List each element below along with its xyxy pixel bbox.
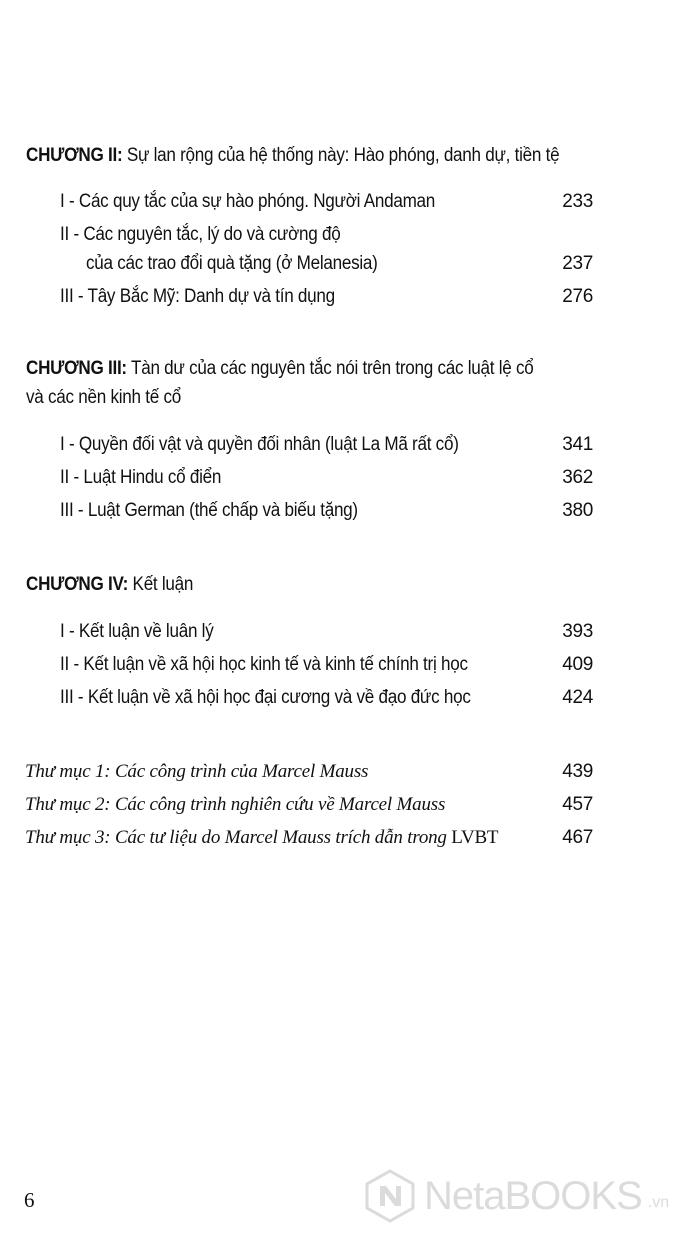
bibliography-abbrev: LVBT bbox=[451, 827, 499, 848]
bibliography-title: Thư mục 2: Các công trình nghiên cứu về Marcel Mauss bbox=[25, 794, 446, 815]
toc-entry-title-line2: của các trao đổi quà tặng (ở Melanesia) bbox=[86, 253, 378, 274]
chapter-3-title-line2: và các nền kinh tế cổ bbox=[26, 387, 181, 408]
chapter-3-heading-line2 bbox=[26, 384, 566, 412]
bibliography-page: 439 bbox=[562, 761, 593, 782]
toc-entry-page: 393 bbox=[562, 621, 593, 642]
toc-entry-title: I - Quyền đối vật và quyền đối nhân (luật La Mã rất cổ) bbox=[60, 434, 459, 455]
toc-entry-title: I - Các quy tắc của sự hào phóng. Người Andaman bbox=[60, 191, 436, 212]
toc-entry-title: III - Tây Bắc Mỹ: Danh dự và tín dụng bbox=[60, 286, 335, 307]
chapter-3-label: CHƯƠNG III: bbox=[26, 358, 127, 379]
chapter-4-title: Kết luận bbox=[128, 574, 194, 595]
chapter-2-label: CHƯƠNG II: bbox=[26, 145, 123, 166]
toc-entry[interactable] bbox=[60, 617, 593, 647]
toc-entry-page: 233 bbox=[562, 191, 593, 212]
chapter-3-title: Tàn dư của các nguyên tắc nói trên trong các luật lệ cổ bbox=[126, 358, 534, 379]
bibliography-title: Thư mục 1: Các công trình của Marcel Mauss bbox=[25, 761, 369, 782]
chapter-2-heading bbox=[26, 142, 566, 170]
bibliography-page: 467 bbox=[562, 827, 593, 848]
bibliography-entry[interactable] bbox=[25, 757, 593, 787]
toc-entry-page: 362 bbox=[562, 467, 593, 488]
toc-entry-title: III - Luật German (thế chấp và biếu tặng) bbox=[60, 500, 358, 521]
bibliography-title: Thư mục 3: Các tư liệu do Marcel Mauss trích dẫn trong bbox=[25, 827, 452, 848]
page-number: 6 bbox=[24, 1188, 35, 1212]
chapter-4-label: CHƯƠNG IV: bbox=[26, 574, 129, 595]
toc-entry-page: 380 bbox=[562, 500, 593, 521]
toc-entry-page: 409 bbox=[562, 654, 593, 675]
toc-entry-page: 276 bbox=[562, 286, 593, 307]
bibliography-entry[interactable] bbox=[25, 823, 593, 853]
bibliography-page: 457 bbox=[562, 794, 593, 815]
watermark bbox=[362, 1166, 692, 1226]
chapter-3-heading bbox=[26, 355, 566, 383]
toc-entry[interactable] bbox=[60, 282, 593, 312]
watermark-name: NetaBOOKS bbox=[424, 1173, 642, 1218]
toc-entry-page: 341 bbox=[562, 434, 593, 455]
watermark-tld: .vn bbox=[647, 1194, 670, 1211]
toc-entry[interactable] bbox=[60, 650, 593, 680]
toc-entry-title: II - Các nguyên tắc, lý do và cường độ bbox=[60, 224, 341, 245]
toc-entry[interactable] bbox=[60, 683, 593, 713]
toc-entry[interactable] bbox=[60, 496, 593, 526]
toc-entry[interactable] bbox=[60, 220, 593, 250]
toc-entry-title: II - Kết luận về xã hội học kinh tế và kinh tế chính trị học bbox=[60, 654, 468, 675]
toc-entry-title: III - Kết luận về xã hội học đại cương và về đạo đức học bbox=[60, 687, 471, 708]
bibliography-entry[interactable] bbox=[25, 790, 593, 820]
chapter-2-title: Sự lan rộng của hệ thống này: Hào phóng, danh dự, tiền tệ bbox=[122, 145, 560, 166]
toc-entry-title: II - Luật Hindu cổ điển bbox=[60, 467, 222, 488]
toc-entry[interactable] bbox=[60, 187, 593, 217]
netabooks-logo-icon bbox=[362, 1168, 418, 1224]
toc-entry-page: 237 bbox=[562, 253, 593, 274]
toc-entry-page: 424 bbox=[562, 687, 593, 708]
toc-entry-continuation[interactable] bbox=[86, 249, 593, 279]
toc-entry-title: I - Kết luận về luân lý bbox=[60, 621, 214, 642]
toc-entry[interactable] bbox=[60, 463, 593, 493]
chapter-4-heading bbox=[26, 571, 566, 599]
toc-entry[interactable] bbox=[60, 430, 593, 460]
